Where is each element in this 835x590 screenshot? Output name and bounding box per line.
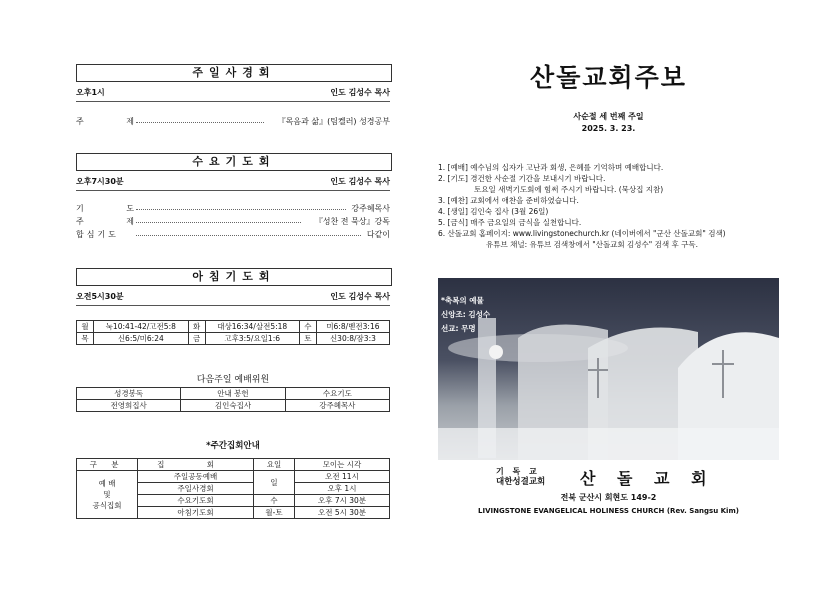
- meeting-name: 주일공동예배: [138, 471, 254, 483]
- church-address: 전북 군산시 회현도 149-2: [560, 493, 657, 502]
- header-cell: 구 분: [77, 459, 138, 471]
- day-cell: 목: [77, 333, 94, 345]
- verse-cell: 고후3:5/요일1:6: [205, 333, 299, 345]
- notice-list: [438, 162, 726, 250]
- caption-line: *축복의 예물: [441, 296, 484, 305]
- bulletin-date: 2025. 3. 23.: [581, 124, 636, 133]
- header-cell: 모이는 시각: [295, 459, 390, 471]
- wednesday-row: [76, 203, 390, 214]
- dot-leader: [136, 222, 301, 223]
- wednesday-row-value: 다같이: [366, 230, 390, 239]
- meeting-time: 오후 1시: [295, 483, 390, 495]
- meeting-time: 오후 7시 30분: [295, 495, 390, 507]
- church-english-name: LIVINGSTONE EVANGELICAL HOLINESS CHURCH (Rev. Sangsu Kim): [478, 507, 739, 515]
- meeting-day: 수: [254, 495, 295, 507]
- sunday-topic-row: [76, 116, 390, 127]
- header-cell: 요일: [254, 459, 295, 471]
- day-cell: 금: [188, 333, 205, 345]
- divider: [76, 190, 390, 191]
- category-line: 예 배: [98, 479, 116, 488]
- wednesday-row-label: 기 도: [76, 204, 154, 213]
- wednesday-row-label: 합심기도: [76, 230, 119, 239]
- sunday-topic-value: 『목음과 삶』(팀켈러) 성경공부: [277, 117, 390, 126]
- wednesday-row: [76, 216, 390, 227]
- verse-cell: 미6:8/벧전3:16: [316, 321, 389, 333]
- list-item: 5. [금식] 매주 금요일의 금식을 실천합니다.: [438, 218, 582, 227]
- caption-line: 신앙조: 김성수: [441, 310, 491, 319]
- day-cell: 화: [188, 321, 205, 333]
- next-week-table: [76, 387, 390, 412]
- list-item: 6. 산돌교회 홈페이지: www.livingstonechurch.kr (네이버에서 "군산 산돌교회" 검색): [438, 229, 726, 238]
- day-cell: 토: [299, 333, 316, 345]
- table-row: [77, 388, 390, 400]
- header-cell: 수요기도: [285, 388, 389, 400]
- verse-cell: 신6:5/미6:24: [94, 333, 189, 345]
- meeting-day: 일: [254, 471, 295, 495]
- sunday-section-title: 주일사경회: [76, 64, 392, 82]
- list-item: 토요일 새벽기도회에 힘써 주시기 바랍니다. (묵상집 지참): [474, 185, 664, 194]
- header-cell: 안내 봉헌: [181, 388, 285, 400]
- wednesday-section-title: 수요기도회: [76, 153, 392, 171]
- sunday-preacher: 인도 김성수 목사: [330, 88, 390, 97]
- dawn-time-row: [76, 291, 390, 302]
- value-cell: 김인숙집사: [181, 400, 285, 412]
- verse-cell: 눅10:41-42/고전5:8: [94, 321, 189, 333]
- divider: [76, 101, 390, 102]
- dot-leader: [136, 122, 264, 123]
- wednesday-row: [76, 229, 390, 240]
- dawn-preacher: 인도 김성수 목사: [330, 292, 390, 301]
- meeting-name: 주일사경회: [138, 483, 254, 495]
- caption-line: 선교: 무명: [441, 324, 476, 333]
- dawn-schedule-table: [76, 320, 390, 345]
- denomination: 대한성결교회: [496, 477, 546, 487]
- day-cell: 월: [77, 321, 94, 333]
- category-cell: [77, 471, 138, 519]
- wednesday-row-label: 주 제: [76, 217, 154, 226]
- verse-cell: 신30:8/잠3:3: [316, 333, 389, 345]
- weekly-title: *주간집회안내: [206, 441, 260, 451]
- category-line: 및: [103, 490, 111, 499]
- list-item: 3. [예찬] 교회에서 애찬을 준비하였습니다.: [438, 196, 579, 205]
- dawn-section-title: 아침기도회: [76, 268, 392, 286]
- sunday-time-row: [76, 87, 390, 98]
- table-row: [77, 400, 390, 412]
- meeting-name: 아침기도회: [138, 507, 254, 519]
- list-item: 2. [기도] 경건한 사순절 기간을 보내시기 바랍니다.: [438, 174, 606, 183]
- table-row: [77, 459, 390, 471]
- table-row: [77, 471, 390, 483]
- wednesday-preacher: 인도 김성수 목사: [330, 177, 390, 186]
- value-cell: 전영희집사: [77, 400, 181, 412]
- wednesday-time: 오후7시30분: [76, 177, 124, 186]
- meeting-day: 월-토: [254, 507, 295, 519]
- dot-leader: [136, 235, 361, 236]
- wednesday-time-row: [76, 176, 390, 187]
- header-cell: 성경봉독: [77, 388, 181, 400]
- meeting-time: 오전 11시: [295, 471, 390, 483]
- meeting-name: 수요기도회: [138, 495, 254, 507]
- denomination-top: 기 독 교: [496, 467, 540, 476]
- dawn-time: 오전5시30분: [76, 292, 124, 301]
- bulletin-title: 산돌교회주보: [530, 63, 687, 92]
- value-cell: 강주혜목사: [285, 400, 389, 412]
- weekly-table: [76, 458, 390, 519]
- bulletin-subtitle: 사순절 세 번째 주일: [573, 112, 644, 121]
- wednesday-row-value: 『성찬 전 묵상』강독: [314, 217, 390, 226]
- sunday-topic-label: 주 제: [76, 117, 154, 126]
- divider: [76, 305, 390, 306]
- church-photo: [438, 278, 779, 460]
- wednesday-row-value: 강주혜목사: [351, 204, 390, 213]
- day-cell: 수: [299, 321, 316, 333]
- verse-cell: 대상16:34/살전5:18: [205, 321, 299, 333]
- list-item: 4. [생일] 김인숙 집사 (3월 26일): [438, 207, 549, 216]
- sunday-time: 오후1시: [76, 88, 105, 97]
- meeting-time: 오전 5시 30분: [295, 507, 390, 519]
- next-week-title: 다음주일 예배위원: [196, 375, 270, 385]
- list-item: 유튜브 채널: 유튜브 검색창에서 "산돌교회 김성수" 검색 후 구독.: [486, 240, 699, 249]
- photo-caption: [441, 294, 490, 336]
- dot-leader: [136, 209, 346, 210]
- category-line: 공식집회: [92, 501, 122, 510]
- table-row: [77, 333, 390, 345]
- header-cell: 집 회: [138, 459, 254, 471]
- church-name: 산 돌 교 회: [580, 469, 715, 488]
- list-item: 1. [예배] 예수님의 십자가 고난과 회생, 은혜를 기억하며 예배합니다.: [438, 163, 664, 172]
- table-row: [77, 321, 390, 333]
